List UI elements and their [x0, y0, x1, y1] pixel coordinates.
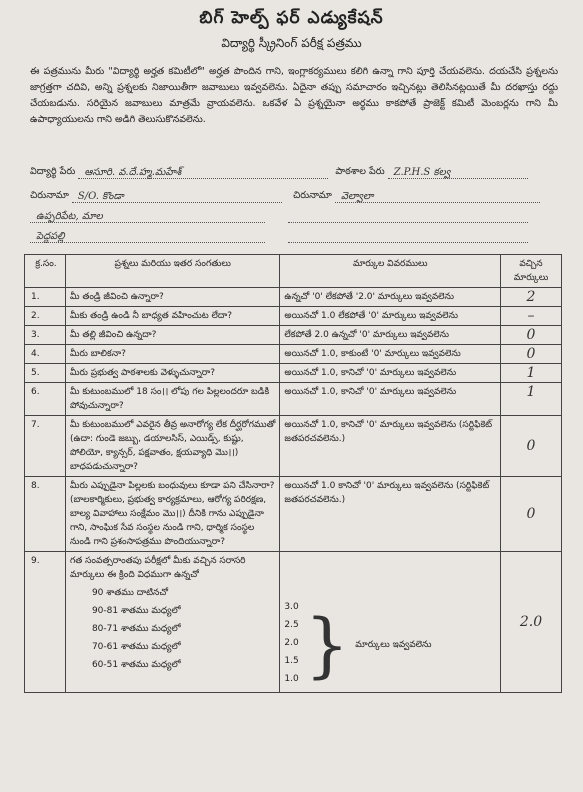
row-details: ఉన్నచో '0' లేకపోతే '2.0' మార్కులు ఇవ్వవలెను [280, 288, 501, 307]
grade-values-block [284, 600, 496, 690]
table-header-row [25, 255, 562, 288]
screening-table [24, 254, 562, 693]
row-mark[interactable]: 0 [501, 326, 562, 345]
row-details: అయినచో 1.0, కానిచో '0' మార్కులు ఇవ్వవలెను [280, 364, 501, 383]
student-name-label: విద్యార్థి పేరు [30, 166, 76, 177]
address-line3-row [30, 230, 528, 243]
row-question: మీరు బాలికనా? [65, 345, 279, 364]
address-line2-row [30, 210, 528, 223]
row-serial: 1. [25, 288, 66, 307]
grades-intro: గత సంవత్సరాంతపు పరీక్షలో మీకు వచ్చిన సరాసరి మార్కులు ఈ క్రింది విధముగా ఉన్నచో [69, 556, 246, 580]
address-line2-field[interactable]: ఉప్పరిపేట, మాల [30, 210, 265, 223]
row-mark[interactable]: 1 [501, 383, 562, 416]
grade-label: 60-51 శాతము మధ్యలో [91, 660, 181, 670]
row-question: మీరు ఎప్పుడైనా పిల్లలకు బంధువులు కూడా పని చేసినారా? (బాలకార్మికులు, ప్రభుత్వ కార్యక్రమాలు, ఆరోగ్య పరిరక్షణ, బాల్య వివాహాలు సంక్షేమం మొ।।) దీనికి గాను ఎప్పుడైనా గాని, సాంఘిక సేవ సంస్థల నుండి గాని, ధార్మిక సంస్థల నుండి గాని ప్రశంసాపత్రము పొందియున్నారా? [65, 477, 279, 552]
row-question: మీ తండ్రి జీవించి ఉన్నారా? [65, 288, 279, 307]
grades-details: మార్కులు ఇవ్వవలెను [355, 640, 432, 650]
school-name-field[interactable]: Z.P.H.S కల్వ [388, 166, 528, 179]
address-label: చిరునామా [30, 190, 69, 201]
address-field[interactable]: S/O. కొండా [72, 190, 282, 203]
row-mark[interactable]: 2.0 [501, 552, 562, 693]
row-serial: 3. [25, 326, 66, 345]
row-serial: 5. [25, 364, 66, 383]
student-name-row [30, 166, 528, 179]
table-row [25, 383, 562, 416]
table-row [25, 326, 562, 345]
grade-value: 2.5 [284, 620, 299, 630]
grade-labels [70, 586, 275, 676]
right-brace-icon: } [304, 604, 350, 686]
address2-field[interactable]: వెల్వాలా [335, 190, 540, 203]
header-question: ప్రశ్నలు మరియు ఇతర సంగతులు [65, 255, 279, 288]
grade-value: 2.0 [284, 638, 299, 648]
row-serial: 9. [25, 552, 66, 693]
header-serial: క్ర.సం. [25, 255, 66, 288]
address-row [30, 190, 540, 203]
table-row [25, 307, 562, 326]
row-question: మీరు ప్రభుత్వ పాఠశాలకు వెళ్ళుచున్నారా? [65, 364, 279, 383]
row-mark[interactable]: 0 [501, 345, 562, 364]
row-details: అయినచో 1.0 కానిచో '0' మార్కులు ఇవ్వవలెను (సర్టిఫికెట్ జతపరచవలెను.) [280, 477, 501, 552]
row-details: అయినచో 1.0, కానిచో '0' మార్కులు ఇవ్వవలెను [280, 383, 501, 416]
address-line2b-field[interactable] [288, 210, 528, 223]
table-row-grades [25, 552, 562, 693]
grade-values [284, 600, 298, 690]
table-row [25, 416, 562, 477]
table-row [25, 364, 562, 383]
grade-label: 90 శాతము దాటినచో [91, 588, 168, 598]
table-row [25, 345, 562, 364]
row-serial: 8. [25, 477, 66, 552]
row-mark[interactable]: 0 [501, 416, 562, 477]
header-details: మార్కుల వివరములు [280, 255, 501, 288]
grade-value: 3.0 [284, 602, 299, 612]
address-line3b-field[interactable] [288, 230, 528, 243]
row-question: మీకు తండ్రి ఉండి నీ బాధ్యత వహించుట లేదా? [65, 307, 279, 326]
table-row [25, 288, 562, 307]
row-serial: 6. [25, 383, 66, 416]
grade-label: 70-61 శాతము మధ్యలో [91, 642, 181, 652]
row-question: మీ కుటుంబములో ఎవరైన తీవ్ర అనారోగ్య లేక దీర్ఘరోగముతో (ఉదా: గుండె జబ్బు, డయాలసిస్, ఎయిడ్స్, కుష్టు, పోలియో, క్యాన్సర్, పక్షవాతం, క్షయవ్యాధి మొ।।) బాధపడుచున్నారా? [65, 416, 279, 477]
grade-label: 80-71 శాతము మధ్యలో [91, 624, 181, 634]
row-mark[interactable]: – [501, 307, 562, 326]
header-marks: వచ్చిన మార్కులు [501, 255, 562, 288]
student-name-field[interactable]: ఆసూరి. వ.దే.హ్మ.మహేశ్ [78, 166, 328, 179]
page-title: బిగ్ హెల్ప్ ఫర్ ఎడ్యుకేషన్ [199, 8, 384, 28]
row-details: లేకపోతే 2.0 ఉన్నచో '0' మార్కులు ఇవ్వవలెను [280, 326, 501, 345]
row-mark[interactable]: 2 [501, 288, 562, 307]
row-serial: 4. [25, 345, 66, 364]
row-serial: 2. [25, 307, 66, 326]
instructions-paragraph: ఈ పత్రమును మీరు "విద్యార్థి అర్హత కమిటీలో" అర్హత పొందిన గాని, ఇంగ్లాకర్యములు కలిగి ఉన్నా గాని పూర్తి చేయవలెను. దయచేసి ప్రశ్నలను జాగ్రత్తగా చదివి, అన్ని ప్రశ్నలకు నిజాయితీగా జవాబులు ఇవ్వవలెను. ఏదైనా తప్పు సమాచారం ఇచ్చినట్లు తెలిసినట్లయితే మీ దరఖాస్తు రద్దు చేయబడును. సరియైన జవాబులు మాత్రమే వ్రాయవలెను. ఒకవేళ ఏ ప్రశ్నయైనా అర్థము కాకపోతే ప్రాజెక్ట్ కమిటీ మెంబర్లను గాని మీ ఉపాధ్యాయులను గాని అడిగి తెలుసుకొనవలెను. [30, 66, 558, 125]
row-mark[interactable]: 0 [501, 477, 562, 552]
row-details [280, 552, 501, 693]
row-question [65, 552, 279, 693]
address-line3-field[interactable]: పెద్దపల్లి [30, 230, 265, 243]
address2-label: చిరునామా [292, 190, 332, 201]
row-question: మీ కుటుంబములో 18 సం।। లోపు గల పిల్లలందరూ బడికి పోవుచున్నారా? [65, 383, 279, 416]
row-details: అయినచో 1.0 లేకపోతే '0' మార్కులు ఇవ్వవలెను [280, 307, 501, 326]
school-name-label: పాఠశాల పేరు [335, 166, 385, 177]
row-question: మీ తల్లి జీవించి ఉన్నదా? [65, 326, 279, 345]
row-details: అయినచో 1.0, కానిచో '0' మార్కులు ఇవ్వవలెను (సర్టిఫికెట్ జతపరచవలెను.) [280, 416, 501, 477]
row-details: అయినచో 1.0, కాకుంటే '0' మార్కులు ఇవ్వవలెను [280, 345, 501, 364]
page-subtitle: విద్యార్థి స్క్రీనింగ్ పరీక్ష పత్రము [221, 36, 362, 50]
table-row [25, 477, 562, 552]
grade-value: 1.5 [284, 656, 299, 666]
row-mark[interactable]: 1 [501, 364, 562, 383]
grade-label: 90-81 శాతము మధ్యలో [91, 606, 181, 616]
row-serial: 7. [25, 416, 66, 477]
grade-value: 1.0 [284, 674, 299, 684]
